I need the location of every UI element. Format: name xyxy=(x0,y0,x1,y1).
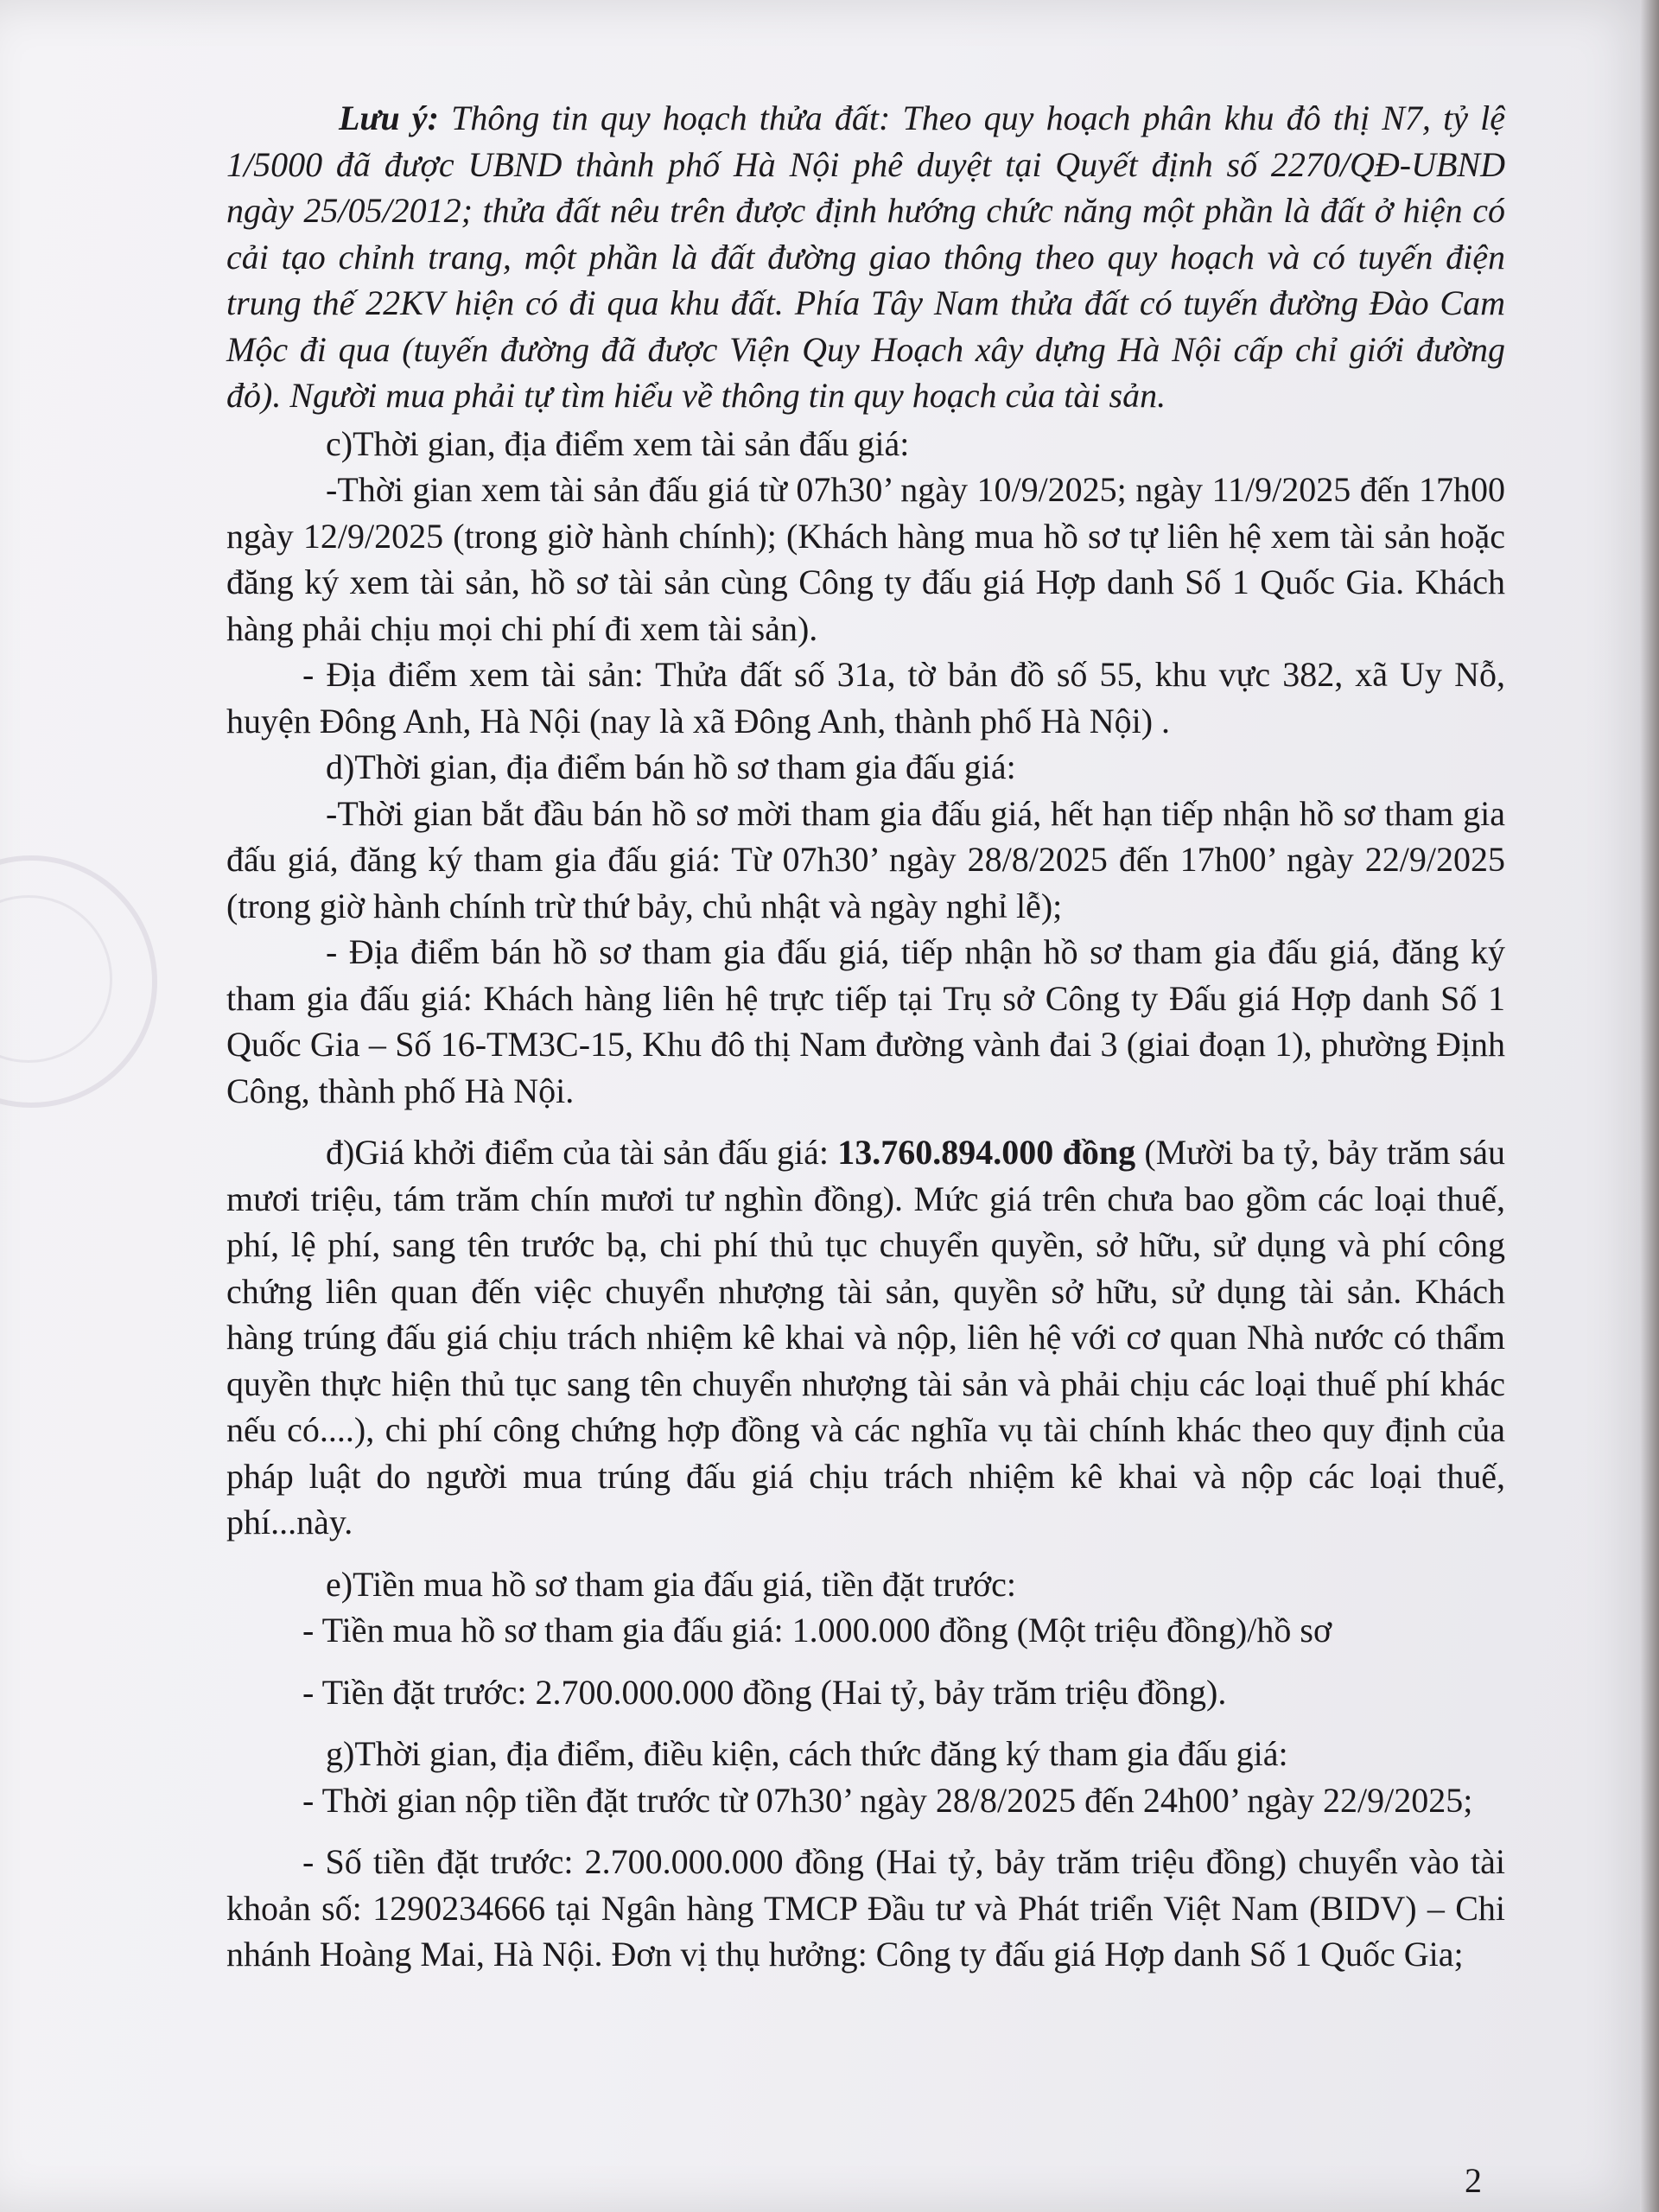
price-details: (Mười ba tỷ, bảy trăm sáu mươi triệu, tám trăm chín mươi tư nghìn đồng). Mức giá trên chưa bao gồm các loại thuế, phí, lệ phí, sang tên trước bạ, chi phí thủ tục chuyển quyền, sở hữu, sử dụng và phí công chứng liên quan đến việc chuyển nhượng tài sản, quyền sở hữu, sử dụng tài sản. Khách hàng trúng đấu giá chịu trách nhiệm kê khai và nộp, liên hệ với cơ quan Nhà nước có thẩm quyền thực hiện thủ tục sang tên chuyển nhượng tài sản và phải chịu các loại thuế phí khác nếu có....), chi phí công chứng hợp đồng và các nghĩa vụ tài chính khác theo quy định của pháp luật do người mua trúng đấu giá chịu trách nhiệm kê khai và nộp các loại thuế, phí...này. xyxy=(226,1133,1505,1541)
planning-note xyxy=(226,95,1505,419)
section-g-time: - Thời gian nộp tiền đặt trước từ 07h30’ ngày 28/8/2025 đến 24h00’ ngày 22/9/2025; xyxy=(302,1780,1473,1820)
page-edge-shadow xyxy=(1640,0,1659,2212)
section-dd-price xyxy=(226,1129,1505,1546)
note-text: Thông tin quy hoạch thửa đất: Theo quy hoạch phân khu đô thị N7, tỷ lệ 1/5000 đã được UBND thành phố Hà Nội phê duyệt tại Quyết định số 2270/QĐ-UBND ngày 25/05/2012; thửa đất nêu trên được định hướng chức năng một phần là đất ở hiện có cải tạo chỉnh trang, một phần là đất đường giao thông theo quy hoạch và có tuyến điện trung thế 22KV hiện có đi qua khu đất. Phía Tây Nam thửa đất có tuyến đường Đào Cam Mộc đi qua (tuyến đường đã được Viện Quy Hoạch xây dựng Hà Nội cấp chỉ giới đường đỏ). Người mua phải tự tìm hiểu về thông tin quy hoạch của tài sản. xyxy=(226,99,1506,415)
section-c-heading: c)Thời gian, địa điểm xem tài sản đấu giá: xyxy=(326,423,910,463)
section-g-heading: g)Thời gian, địa điểm, điều kiện, cách thức đăng ký tham gia đấu giá: xyxy=(326,1734,1288,1773)
document-body xyxy=(226,95,1505,1978)
note-label: Lưu ý: xyxy=(339,99,439,137)
faded-stamp-seal xyxy=(0,855,157,1108)
section-e-deposit: - Tiền đặt trước: 2.700.000.000 đồng (Hai tỷ, bảy trăm triệu đồng). xyxy=(302,1672,1227,1712)
section-d-heading: d)Thời gian, địa điểm bán hồ sơ tham gia đấu giá: xyxy=(326,747,1016,786)
price-prefix: đ)Giá khởi điểm của tài sản đấu giá: xyxy=(326,1133,838,1172)
section-e-fee: - Tiền mua hồ sơ tham gia đấu giá: 1.000.000 đồng (Một triệu đồng)/hồ sơ xyxy=(302,1611,1332,1649)
section-c-time: -Thời gian xem tài sản đấu giá từ 07h30’ ngày 10/9/2025; ngày 11/9/2025 đến 17h00 ngày 12/9/2025 (trong giờ hành chính); (Khách hàng mua hồ sơ tự liên hệ xem tài sản hoặc đăng ký xem tài sản, hồ sơ tài sản cùng Công ty đấu giá Hợp danh Số 1 Quốc Gia. Khách hàng phải chịu mọi chi phí đi xem tài sản). xyxy=(226,470,1505,648)
page-number: 2 xyxy=(1465,2161,1482,2200)
section-d-time: -Thời gian bắt đầu bán hồ sơ mời tham gia đấu giá, hết hạn tiếp nhận hồ sơ tham gia đấu giá, đăng ký tham gia đấu giá: Từ 07h30’ ngày 28/8/2025 đến 17h00’ ngày 22/9/2025 (trong giờ hành chính trừ thứ bảy, chủ nhật và ngày nghỉ lễ); xyxy=(226,793,1505,925)
section-g-account: - Số tiền đặt trước: 2.700.000.000 đồng (Hai tỷ, bảy trăm triệu đồng) chuyển vào tài khoản số: 1290234666 tại Ngân hàng TMCP Đầu tư và Phát triển Việt Nam (BIDV) – Chi nhánh Hoàng Mai, Hà Nội. Đơn vị thụ hưởng: Công ty đấu giá Hợp danh Số 1 Quốc Gia; xyxy=(226,1842,1505,1974)
section-c-place: - Địa điểm xem tài sản: Thửa đất số 31a, tờ bản đồ số 55, khu vực 382, xã Uy Nỗ, huyện Đông Anh, Hà Nội (nay là xã Đông Anh, thành phố Hà Nội) . xyxy=(226,655,1505,741)
starting-price: 13.760.894.000 đồng xyxy=(837,1133,1136,1172)
section-d-place: - Địa điểm bán hồ sơ tham gia đấu giá, tiếp nhận hồ sơ tham gia đấu giá, đăng ký tham gia đấu giá: Khách hàng liên hệ trực tiếp tại Trụ sở Công ty Đấu giá Hợp danh Số 1 Quốc Gia – Số 16-TM3C-15, Khu đô thị Nam đường vành đai 3 (giai đoạn 1), phường Định Công, thành phố Hà Nội. xyxy=(226,932,1505,1110)
section-e-heading: e)Tiền mua hồ sơ tham gia đấu giá, tiền đặt trước: xyxy=(326,1564,1017,1604)
